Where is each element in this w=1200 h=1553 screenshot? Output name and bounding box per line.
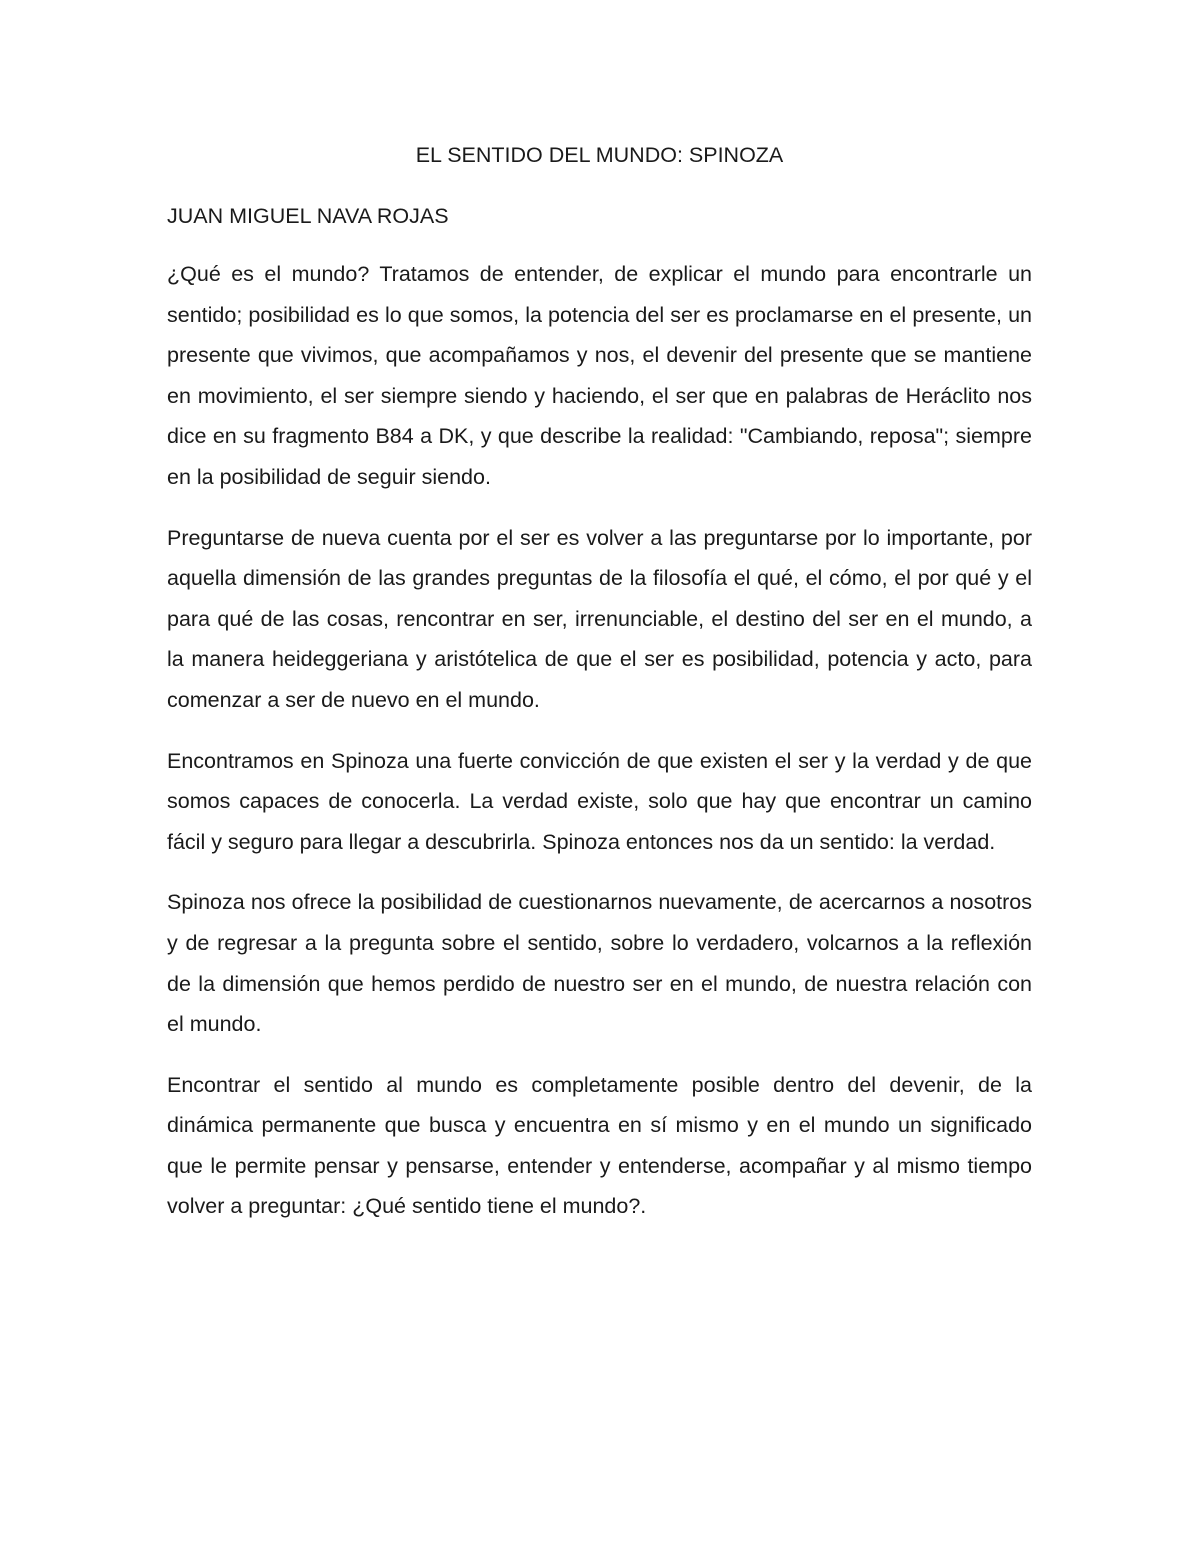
- document-author: JUAN MIGUEL NAVA ROJAS: [167, 204, 449, 228]
- paragraph: Encontrar el sentido al mundo es completamente posible dentro del devenir, de la dinámica permanente que busca y encuentra en sí mismo y en el mundo un significado que le permite pensar y pensarse, entender y entenderse, acompañar y al mismo tiempo volver a preguntar: ¿Qué sentido tiene el mundo?.: [167, 1072, 1032, 1219]
- document-title: EL SENTIDO DEL MUNDO: SPINOZA: [415, 143, 784, 167]
- paragraph: Encontramos en Spinoza una fuerte convicción de que existen el ser y la verdad y de que somos capaces de conocerla. La verdad existe, solo que hay que encontrar un camino fácil y seguro para llegar a descubrirla. Spinoza entonces nos da un sentido: la verdad.: [167, 748, 1032, 854]
- paragraph: Preguntarse de nueva cuenta por el ser es volver a las preguntarse por lo importante, por aquella dimensión de las grandes preguntas de la filosofía el qué, el cómo, el por qué y el para qué de las cosas, rencontrar en ser, irrenunciable, el destino del ser en el mundo, a la manera heideggeriana y aristótelica de que el ser es posibilidad, potencia y acto, para comenzar a ser de nuevo en el mundo.: [167, 525, 1032, 712]
- paragraph: Spinoza nos ofrece la posibilidad de cuestionarnos nuevamente, de acercarnos a nosotros y de regresar a la pregunta sobre el sentido, sobre lo verdadero, volcarnos a la reflexión de la dimensión que hemos perdido de nuestro ser en el mundo, de nuestra relación con el mundo.: [167, 890, 1032, 1037]
- document-body: [167, 140, 1032, 1227]
- paragraph: ¿Qué es el mundo? Tratamos de entender, de explicar el mundo para encontrarle un sentido; posibilidad es lo que somos, la potencia del ser es proclamarse en el presente, un presente que vivimos, que acompañamos y nos, el devenir del presente que se mantiene en movimiento, el ser siempre siendo y haciendo, el ser que en palabras de Heráclito nos dice en su fragmento B84 a DK, y que describe la realidad: "Cambiando, reposa"; siempre en la posibilidad de seguir siendo.: [167, 262, 1032, 489]
